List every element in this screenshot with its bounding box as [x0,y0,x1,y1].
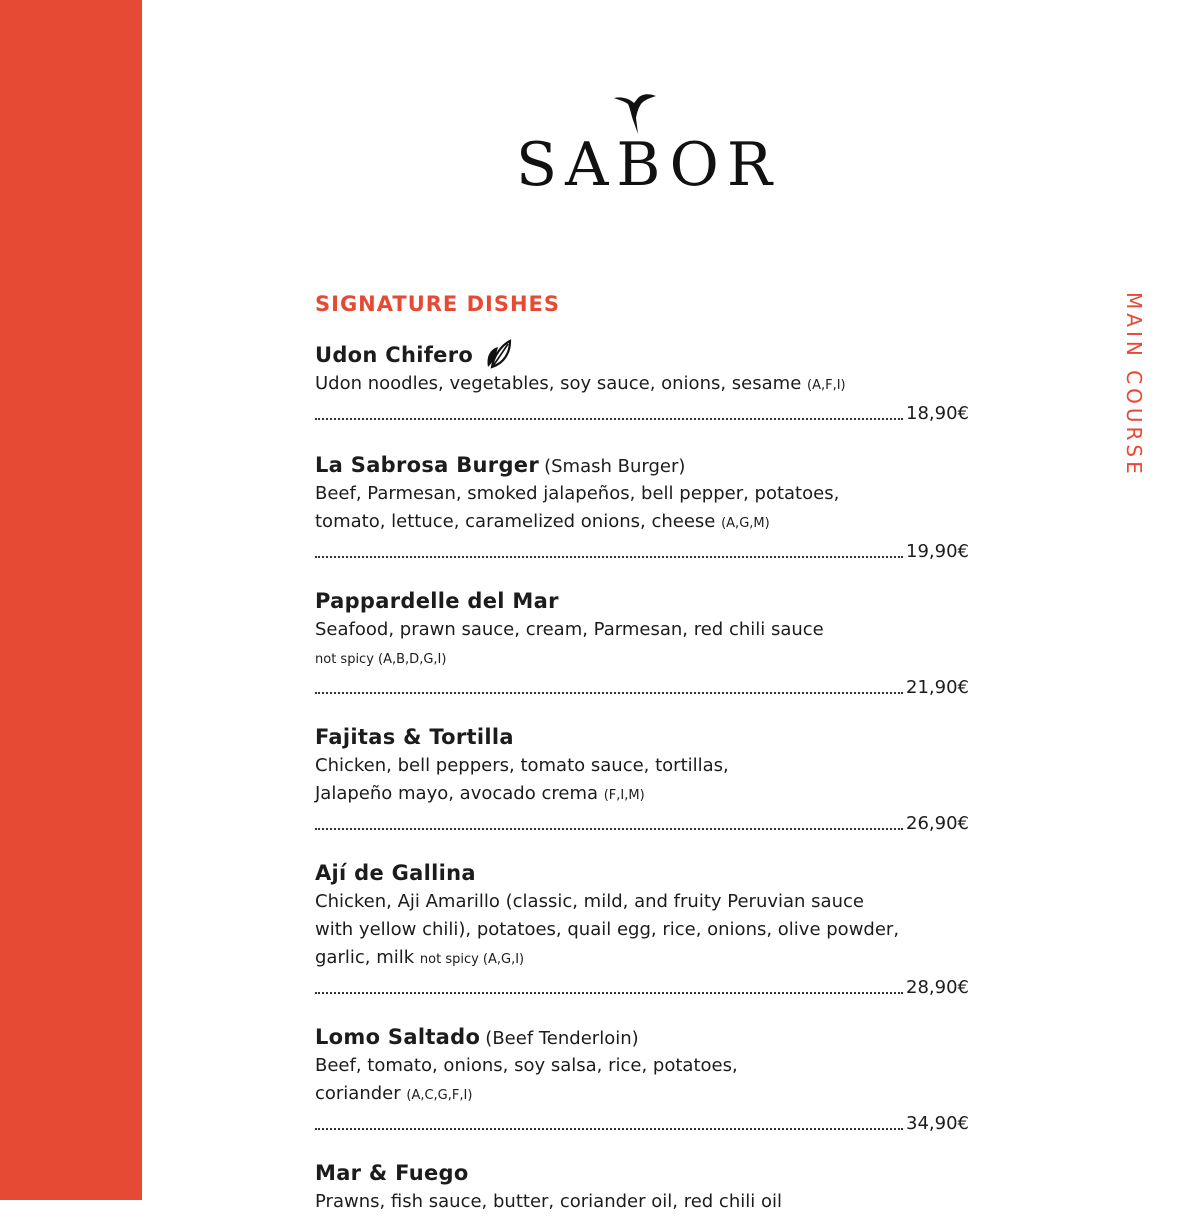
dish-name: Udon Chifero [315,343,474,367]
menu-item [315,450,975,566]
dish-name: La Sabrosa Burger [315,453,540,477]
dish-name: Pappardelle del Mar [315,589,559,613]
section-title: SIGNATURE DISHES [315,292,560,316]
brand-name: SABOR [515,130,780,200]
dish-price: 26,90€ [906,813,969,834]
dish-price: 28,90€ [906,977,969,998]
dish-description: Seafood, prawn sauce, cream, Parmesan, red chili sauce not spicy (A,B,D,G,I) [315,619,824,667]
dish-subtitle: (Beef Tenderloin) [485,1028,639,1049]
dotted-leader [315,828,903,830]
dish-subtitle: (Smash Burger) [544,456,686,477]
dish-name: Lomo Saltado [315,1025,481,1049]
price-row [315,1110,975,1138]
red-sidebar [0,0,142,1200]
menu-item [315,340,975,428]
price-row [315,400,975,428]
price-row [315,674,975,702]
dish-price: 21,90€ [906,677,969,698]
dish-price: 19,90€ [906,541,969,562]
dish-description: Chicken, Aji Amarillo (classic, mild, and fruity Peruvian sauce with yellow chili), potatoes, quail egg, rice, onions, olive powder, garlic, milk not spicy (A,G,I) [315,891,900,968]
section-side-label: MAIN COURSE [1122,292,1146,478]
dish-name: Fajitas & Tortilla [315,725,514,749]
price-row [315,810,975,838]
price-row [315,974,975,1002]
dish-price: 34,90€ [906,1113,969,1134]
menu-item [315,722,975,838]
dish-price: 18,90€ [906,403,969,424]
menu-item [315,1022,975,1138]
menu-item [315,586,975,702]
dish-description: Udon noodles, vegetables, soy sauce, onions, sesame (A,F,I) [315,373,846,394]
dotted-leader [315,1128,903,1130]
dotted-leader [315,418,903,420]
menu-item [315,1158,975,1216]
dotted-leader [315,556,903,558]
dotted-leader [315,992,903,994]
price-row [315,538,975,566]
dish-name: Mar & Fuego [315,1161,469,1185]
dish-description: Chicken, bell peppers, tomato sauce, tortillas, Jalapeño mayo, avocado crema (F,I,M) [315,755,729,804]
vegan-leaf-icon [484,339,512,369]
brand-logo [480,88,804,208]
menu-item [315,858,975,1002]
dish-description: Prawns, fish sauce, butter, coriander oil, red chili oil [315,1191,782,1212]
dish-description: Beef, Parmesan, smoked jalapeños, bell pepper, potatoes, tomato, lettuce, caramelized onions, cheese (A,G,M) [315,483,840,532]
dotted-leader [315,692,903,694]
dish-description: Beef, tomato, onions, soy salsa, rice, potatoes, coriander (A,C,G,F,I) [315,1055,738,1104]
dish-name: Ají de Gallina [315,861,476,885]
